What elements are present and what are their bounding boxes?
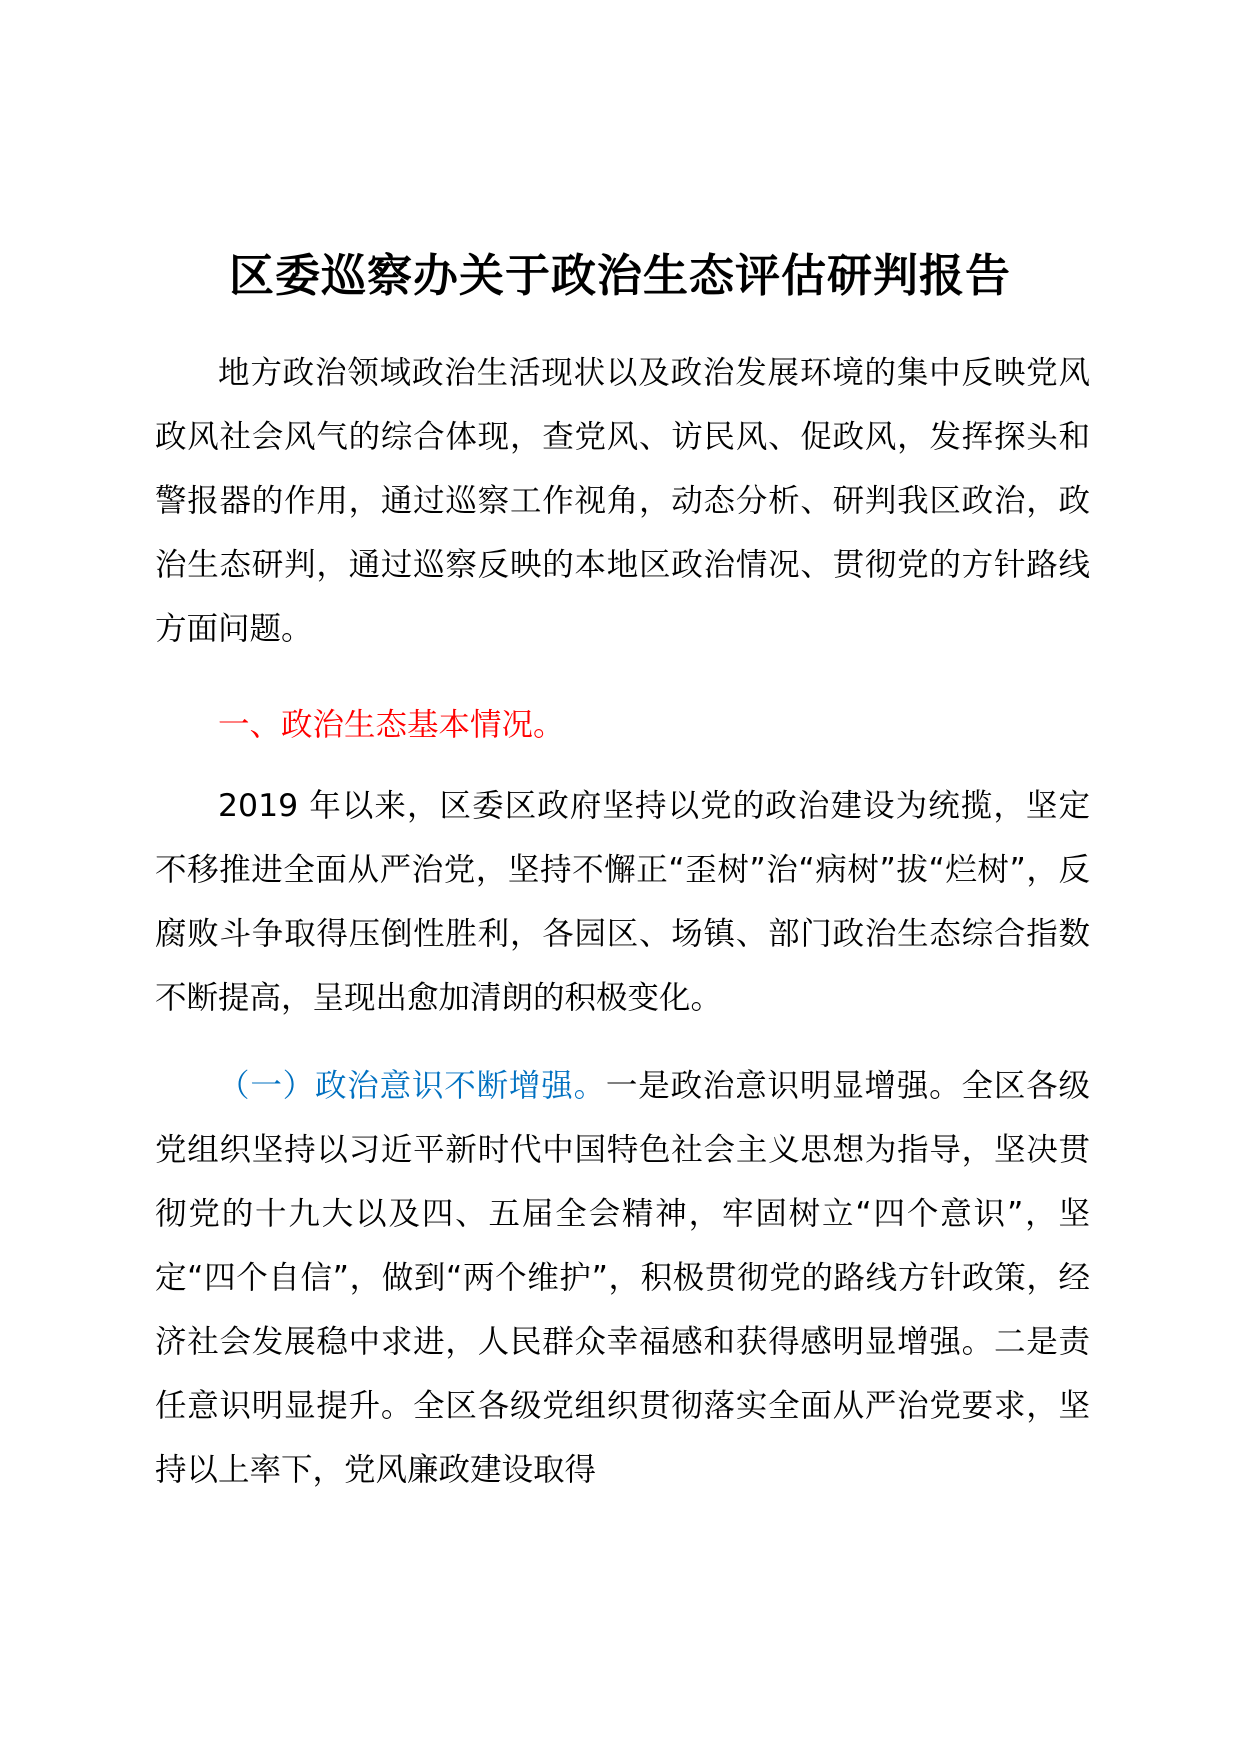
subsection-one-text: 一是政治意识明显增强。全区各级党组织坚持以习近平新时代中国特色社会主义思想为指导，坚决贯彻党的十九大以及四、五届全会精神，牢固树立“四个意识”，坚定“四个自信”，做到“两个维护”，积极贯彻党的路线方针政策，经济社会发展稳中求进，人民群众幸福感和获得感明显增强。二是责任意识明显提升。全区各级党组织贯彻落实全面从严治党要求，坚持以上率下，党风廉政建设取得 — [155, 1068, 1090, 1488]
subsection-one-paragraph — [155, 1054, 1090, 1502]
section-one-paragraph: 2019 年以来，区委区政府坚持以党的政治建设为统揽，坚定不移推进全面从严治党，坚持不懈正“歪树”治“病树”拔“烂树”，反腐败斗争取得压倒性胜利，各园区、场镇、部门政治生态综合指数不断提高，呈现出愈加清朗的积极变化。 — [155, 788, 1090, 1016]
intro-paragraph: 地方政治领域政治生活现状以及政治发展环境的集中反映党风政风社会风气的综合体现，查党风、访民风、促政风，发挥探头和警报器的作用，通过巡察工作视角，动态分析、研判我区政治，政治生态研判，通过巡察反映的本地区政治情况、贯彻党的方针路线方面问题。 — [155, 355, 1090, 647]
section-one-heading: 一、政治生态基本情况。 — [218, 707, 565, 743]
subsection-one-heading: （一）政治意识不断增强。 — [218, 1068, 606, 1104]
document-title: 区委巡察办关于政治生态评估研判报告 — [228, 249, 1011, 302]
